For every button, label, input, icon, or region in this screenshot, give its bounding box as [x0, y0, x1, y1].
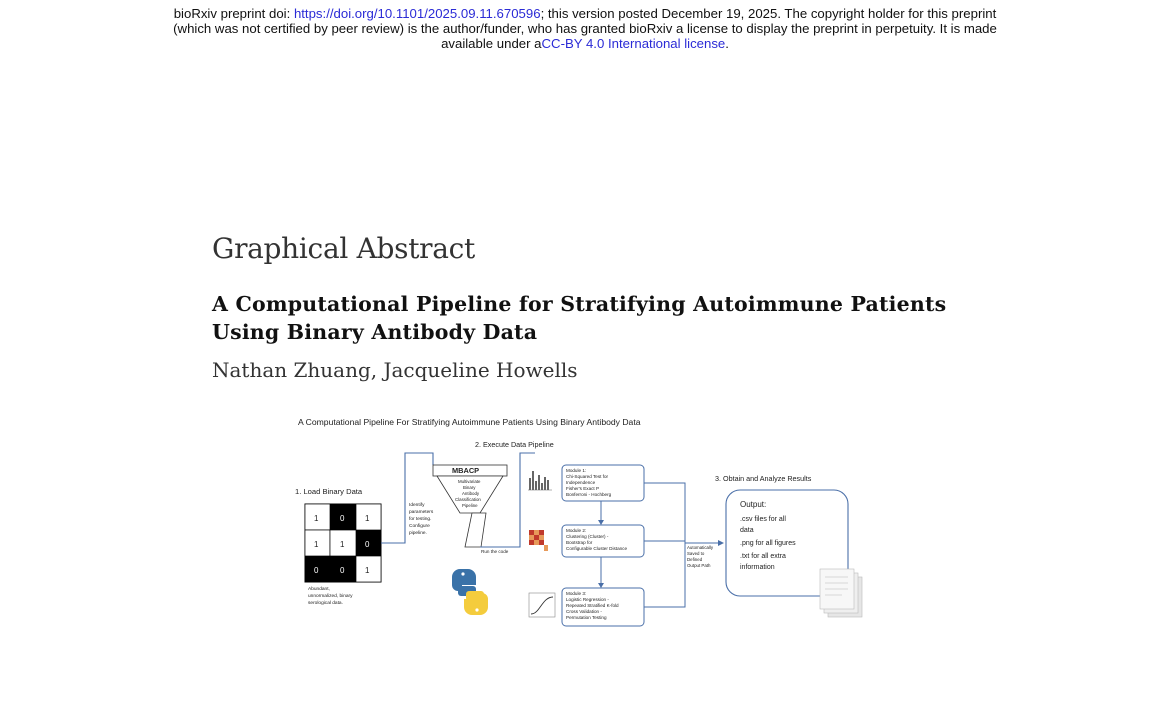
- connector-line: [644, 483, 685, 607]
- arrow-head-icon: [598, 520, 604, 525]
- license-link[interactable]: CC-BY 4.0 International license: [541, 36, 726, 51]
- output-line-1: .csv files for all: [740, 516, 786, 523]
- binary-grid: [305, 504, 381, 582]
- mbacp-funnel: [433, 465, 507, 547]
- output-line-3: .png for all figures: [740, 540, 796, 547]
- paper-title-line-2: Using Binary Antibody Data: [212, 320, 538, 344]
- step2-label: 2. Execute Data Pipeline: [475, 440, 554, 449]
- module-1-text-3: Independence: [566, 480, 596, 485]
- run-text: Run the code: [481, 549, 509, 554]
- pipeline-figure: [290, 405, 880, 645]
- grid-caption-3: serological data.: [308, 601, 343, 606]
- grid-value: 1: [340, 540, 345, 549]
- pipeline-diagram: [290, 405, 880, 645]
- python-logo-icon: [452, 569, 488, 615]
- preprint-line-2: (which was not certified by peer review) is the author/funder, who has granted bioRxiv a license to display the preprint in perpetuity. It is made: [173, 21, 997, 36]
- grid-caption-2: unnormalized, binary: [308, 594, 353, 599]
- module-2-text-4: Configurable Cluster Distance: [566, 546, 628, 551]
- paper-title: [212, 290, 972, 346]
- bar-chart-icon: [528, 471, 552, 490]
- heatmap-icon: [529, 530, 548, 551]
- save-text-1: Automatically: [687, 545, 714, 550]
- output-line-4: .txt for all extra: [740, 553, 786, 560]
- output-title: Output:: [740, 500, 767, 509]
- grid-caption-1: Abundant,: [308, 587, 330, 592]
- output-line-5: information: [740, 564, 775, 571]
- step3-label: 3. Obtain and Analyze Results: [715, 474, 812, 483]
- preprint-line-3: [0, 36, 1170, 51]
- identify-text-1: Identify: [409, 503, 425, 508]
- module-1-text-2: Chi-Squared Test for: [566, 474, 609, 479]
- module-1-text-4: Fisher's Exact P: [566, 486, 600, 491]
- funnel-text-2: Binary: [463, 485, 476, 490]
- identify-text-2: parameters: [409, 510, 434, 515]
- module-2-text-1: Module 2:: [566, 528, 587, 533]
- doi-link[interactable]: https://doi.org/10.1101/2025.09.11.670596: [293, 6, 541, 21]
- save-text-4: Output Path: [687, 563, 711, 568]
- funnel-title: MBACP: [452, 466, 480, 475]
- save-text-3: Defined: [687, 557, 703, 562]
- grid-value: 1: [314, 540, 319, 549]
- step1-label: 1. Load Binary Data: [295, 487, 363, 496]
- graphical-abstract-heading: Graphical Abstract: [212, 232, 475, 265]
- authors: Nathan Zhuang, Jacqueline Howells: [212, 358, 578, 382]
- document-stack-icon: [820, 569, 862, 617]
- connector-line: [381, 453, 433, 543]
- curve-plot-icon: [529, 593, 555, 617]
- grid-value: 1: [314, 514, 319, 523]
- identify-text-4: Configure: [409, 524, 430, 529]
- preprint-prefix: bioRxiv preprint doi:: [173, 6, 294, 21]
- module-3-text-5: Permutation Testing: [566, 615, 607, 620]
- output-line-2: data: [740, 527, 754, 534]
- funnel-text-5: Pipeline: [462, 503, 478, 508]
- funnel-text-4: Classification: [455, 497, 481, 502]
- module-3-text-4: Cross Validation -: [566, 609, 602, 614]
- preprint-line-1: [0, 6, 1170, 21]
- grid-value: 1: [365, 566, 370, 575]
- arrow-head-icon: [598, 583, 604, 588]
- funnel-text-3: Antibody: [462, 491, 480, 496]
- funnel-text-1: Multivariate: [458, 479, 481, 484]
- identify-text-5: pipeline.: [409, 531, 427, 536]
- module-2-text-3: Bootstrap for: [566, 540, 593, 545]
- module-1-text-5: Bonferroni - Hochberg: [566, 492, 612, 497]
- module-1-text-1: Module 1:: [566, 468, 587, 473]
- grid-value: 0: [365, 540, 370, 549]
- grid-value: 0: [340, 566, 345, 575]
- module-2-text-2: Clustering (Cluster) -: [566, 534, 609, 539]
- module-3-text-1: Module 3:: [566, 591, 587, 596]
- grid-value: 0: [314, 566, 319, 575]
- license-prefix: available under a: [441, 36, 542, 51]
- module-3-text-3: Repeated Stratified K-fold: [566, 603, 619, 608]
- arrow-head-icon: [718, 540, 724, 546]
- figure-title: A Computational Pipeline For Stratifying Autoimmune Patients Using Binary Antibody Data: [298, 417, 641, 427]
- preprint-notice: [0, 6, 1170, 51]
- module-3-text-2: Logistic Regression -: [566, 597, 609, 602]
- paper-title-line-1: A Computational Pipeline for Stratifying Autoimmune Patients: [212, 292, 947, 316]
- preprint-posted-text: ; this version posted December 19, 2025. The copyright holder for this preprint: [540, 6, 997, 21]
- grid-value: 1: [365, 514, 370, 523]
- license-suffix: .: [725, 36, 729, 51]
- save-text-2: Saved to: [687, 551, 705, 556]
- grid-value: 0: [340, 514, 345, 523]
- identify-text-3: for testing.: [409, 517, 432, 522]
